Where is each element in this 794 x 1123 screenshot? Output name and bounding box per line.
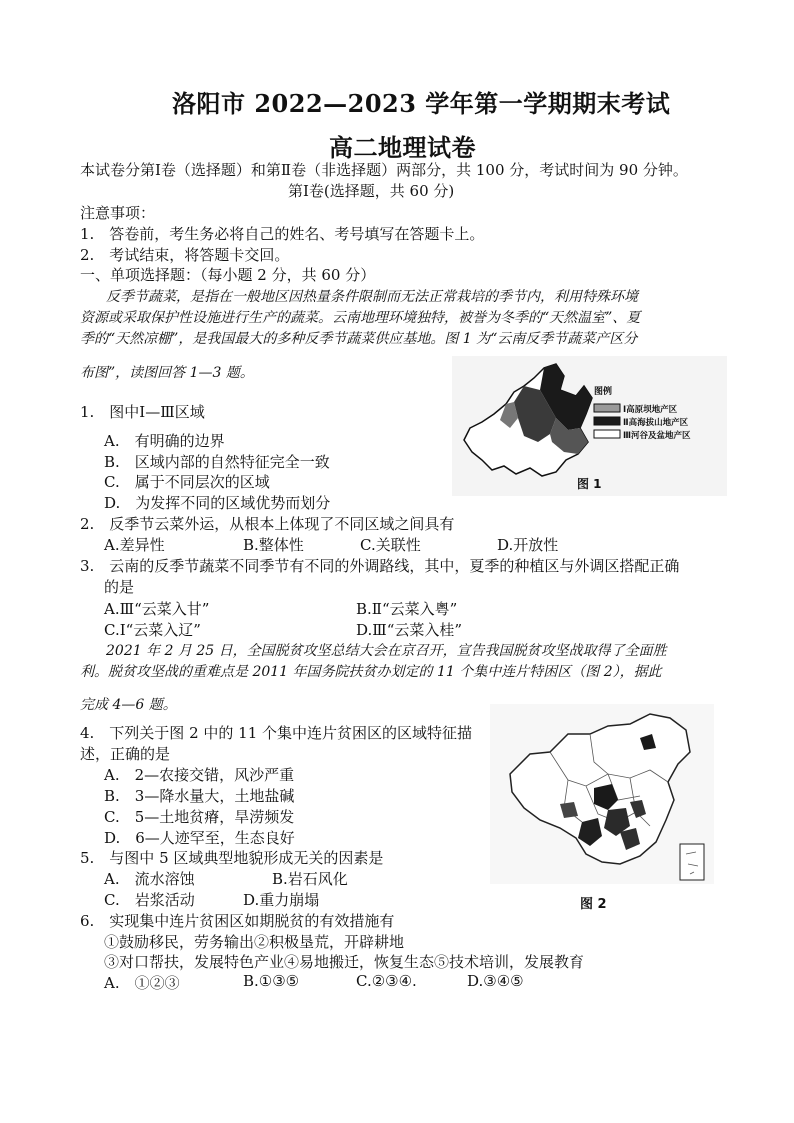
q3-stem-line1: 3. 云南的反季节蔬菜不同季节有不同的外调路线，其中，夏季的种植区与外调区搭配正确: [80, 557, 680, 575]
figure2-caption: 图 2: [580, 897, 607, 912]
q5-option-a: A. 流水溶蚀: [104, 870, 195, 888]
q6-stem: 6. 实现集中连片贫困区如期脱贫的有效措施有: [80, 912, 395, 930]
exam-title: 洛阳市 2022—2023 学年第一学期期末考试: [172, 89, 671, 118]
q3-option-a: A.Ⅲ“云菜入甘”: [104, 600, 210, 618]
legend-item-1: Ⅰ高原坝地产区: [623, 405, 678, 415]
q4-option-a: A. 2—农接交错，风沙严重: [104, 766, 295, 784]
q1-option-d: D. 为发挥不同的区域优势而划分: [104, 494, 331, 512]
q4-stem-line2: 述，正确的是: [80, 745, 171, 763]
q3-option-d: D.Ⅲ“云菜入桂”: [356, 621, 463, 639]
q3-option-b: B.Ⅱ“云菜入粤”: [356, 600, 458, 618]
yunnan-map-graphic: [452, 356, 727, 496]
china-map-graphic: [490, 704, 714, 914]
legend-item-3: Ⅲ河谷及盆地产区: [623, 431, 691, 441]
passage2-line3: 完成 4—6 题。: [80, 697, 177, 713]
legend-title: 图例: [594, 387, 613, 397]
q2-option-b: B.整体性: [243, 536, 304, 554]
q2-option-a: A.差异性: [104, 536, 165, 554]
q6-list-line2: ③对口帮扶，发展特色产业④易地搬迁，恢复生态⑤技术培训，发展教育: [104, 953, 585, 971]
figure1-caption: 图 1: [577, 477, 602, 491]
q1-option-b: B. 区域内部的自然特征完全一致: [104, 453, 330, 471]
q6-list-line1: ①鼓励移民，劳务输出②积极垦荒，开辟耕地: [104, 933, 405, 951]
q6-option-a: A. ①②③: [104, 974, 180, 992]
q3-stem-line2: 的是: [104, 578, 135, 596]
q4-stem-line1: 4. 下列关于图 2 中的 11 个集中连片贫困区的区域特征描: [80, 724, 473, 742]
passage1-line4: 布图”，读图回答 1—3 题。: [80, 365, 254, 381]
legend-item-2: Ⅱ高海拔山地产区: [623, 418, 689, 428]
q3-option-c: C.Ⅰ“云菜入辽”: [104, 621, 201, 639]
figure2-china-map: [490, 704, 714, 914]
section-1-heading: 一、单项选择题：（每小题 2 分，共 60 分）: [80, 266, 376, 284]
q5-option-b: B.岩石风化: [272, 870, 348, 888]
passage1-line2: 资源或采取保护性设施进行生产的蔬菜。云南地理环境独特，被誉为冬季的“天然温室”、夏: [80, 310, 641, 326]
q4-option-b: B. 3—降水量大，土地盐碱: [104, 787, 295, 805]
paper-subtitle: 高二地理试卷: [329, 133, 476, 162]
passage2-line1: 2021 年 2 月 25 日，全国脱贫攻坚总结大会在京召开，宣告我国脱贫攻坚战取得了全面胜: [106, 643, 667, 659]
note-1: 1. 答卷前，考生务必将自己的姓名、考号填写在答题卡上。: [80, 225, 485, 243]
q5-stem: 5. 与图中 5 区域典型地貌形成无关的因素是: [80, 849, 384, 867]
q4-option-d: D. 6—人迹罕至，生态良好: [104, 829, 295, 847]
q2-option-c: C.关联性: [360, 536, 421, 554]
passage1-line3: 季的“天然凉棚”，是我国最大的多种反季节蔬菜供应基地。图 1 为“云南反季节蔬菜产区分: [80, 331, 638, 347]
q6-option-d: D.③④⑤: [467, 972, 524, 990]
q4-option-c: C. 5—土地贫瘠，旱涝频发: [104, 808, 295, 826]
q6-option-c: C.②③④.: [356, 972, 417, 990]
q1-stem: 1. 图中Ⅰ—Ⅲ区域: [80, 403, 205, 421]
note-2: 2. 考试结束，将答题卡交回。: [80, 246, 290, 264]
q6-option-b: B.①③⑤: [243, 972, 300, 990]
q2-stem: 2. 反季节云菜外运，从根本上体现了不同区域之间具有: [80, 515, 455, 533]
passage1-line1: 反季节蔬菜，是指在一般地区因热量条件限制而无法正常栽培的季节内，利用特殊环境: [106, 289, 638, 305]
figure1-yunnan-map: [452, 356, 727, 496]
q5-option-d: D.重力崩塌: [243, 891, 320, 909]
q5-option-c: C. 岩浆活动: [104, 891, 195, 909]
q1-option-c: C. 属于不同层次的区域: [104, 473, 270, 491]
part1-heading: 第Ⅰ卷(选择题，共 60 分): [288, 182, 455, 200]
q1-option-a: A. 有明确的边界: [104, 432, 225, 450]
q2-option-d: D.开放性: [497, 536, 559, 554]
exam-intro: 本试卷分第Ⅰ卷（选择题）和第Ⅱ卷（非选择题）两部分，共 100 分，考试时间为 90 分钟。: [80, 161, 688, 179]
passage2-line2: 利。脱贫攻坚战的重难点是 2011 年国务院扶贫办划定的 11 个集中连片特困区（图 2），据此: [80, 664, 662, 680]
notes-heading: 注意事项：: [80, 204, 156, 222]
